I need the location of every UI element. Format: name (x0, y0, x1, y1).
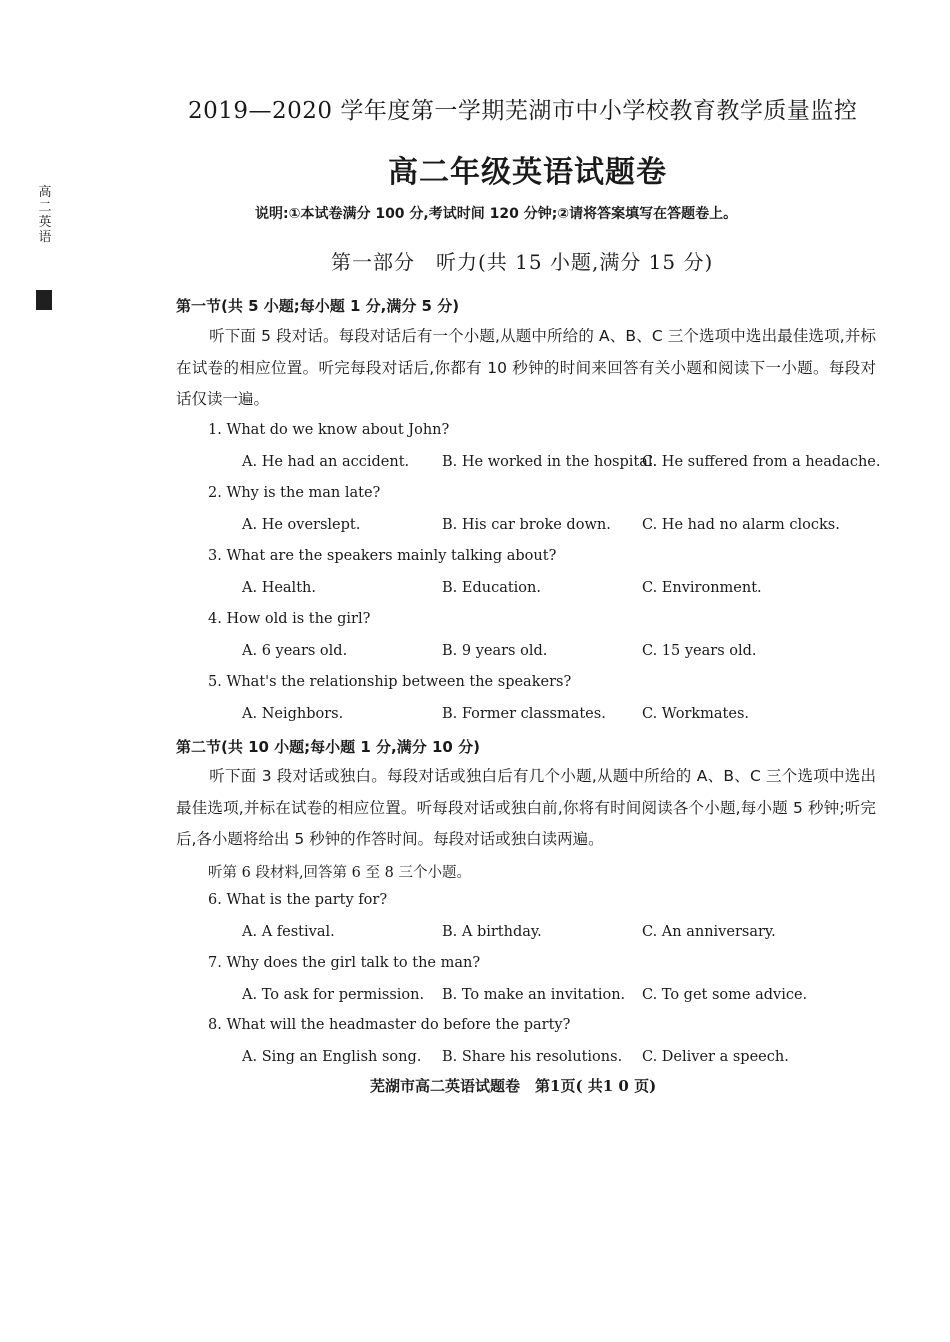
side-binding-label: 高 二 英 语 (38, 185, 52, 245)
q3-option-a: A. Health. (242, 580, 316, 596)
q8-option-b: B. Share his resolutions. (442, 1049, 623, 1065)
question-2: 2. Why is the man late? (208, 485, 381, 501)
q4-option-c: C. 15 years old. (642, 643, 757, 659)
part-one-title: 第一部分 听力(共 15 小题,满分 15 分) (331, 250, 714, 274)
question-4: 4. How old is the girl? (208, 611, 371, 627)
q4-option-a: A. 6 years old. (242, 643, 348, 659)
q2-option-c: C. He had no alarm clocks. (642, 517, 840, 533)
q8-option-a: A. Sing an English song. (242, 1049, 422, 1065)
q8-option-c: C. Deliver a speech. (642, 1049, 789, 1065)
exam-title: 高二年级英语试题卷 (388, 155, 667, 190)
exam-header: 2019—2020 学年度第一学期芜湖市中小学校教育教学质量监控 (188, 98, 858, 124)
q4-option-b: B. 9 years old. (442, 643, 548, 659)
q1-option-a: A. He had an accident. (242, 454, 410, 470)
exam-note: 说明:①本试卷满分 100 分,考试时间 120 分钟;②请将答案填写在答题卷上。 (255, 206, 738, 222)
question-8: 8. What will the headmaster do before the party? (208, 1017, 571, 1033)
q5-option-c: C. Workmates. (642, 706, 750, 722)
q6-option-b: B. A birthday. (442, 924, 542, 940)
question-1: 1. What do we know about John? (208, 422, 450, 438)
page-footer: 芜湖市高二英语试题卷 第1页( 共1 0 页) (370, 1077, 657, 1095)
question-3: 3. What are the speakers mainly talking about? (208, 548, 557, 564)
q6-option-a: A. A festival. (242, 924, 335, 940)
q3-option-c: C. Environment. (642, 580, 762, 596)
question-5: 5. What's the relationship between the speakers? (208, 674, 572, 690)
q7-option-c: C. To get some advice. (642, 987, 808, 1003)
q1-option-c: C. He suffered from a headache. (642, 454, 881, 470)
section-two-title: 第二节(共 10 小题;每小题 1 分,满分 10 分) (176, 738, 480, 756)
q2-option-a: A. He overslept. (242, 517, 361, 533)
q7-option-b: B. To make an invitation. (442, 987, 626, 1003)
q7-option-a: A. To ask for permission. (242, 987, 425, 1003)
q5-option-b: B. Former classmates. (442, 706, 606, 722)
binding-mark (36, 290, 52, 310)
q6-option-c: C. An anniversary. (642, 924, 776, 940)
q5-option-a: A. Neighbors. (242, 706, 344, 722)
section-one-directions-text: 听下面 5 段对话。每段对话后有一个小题,从题中所给的 A、B、C 三个选项中选出最佳选项,并标在试卷的相应位置。听完每段对话后,你都有 10 秒钟的时间来回答有关小题和阅读下一小题。每段对话仅读一遍。 (176, 327, 876, 408)
q1-option-b: B. He worked in the hospital. (442, 454, 658, 470)
section-two-directions-text: 听下面 3 段对话或独白。每段对话或独白后有几个小题,从题中所给的 A、B、C 三个选项中选出最佳选项,并标在试卷的相应位置。听每段对话或独白前,你将有时间阅读各个小题,每小题 5 秒钟;听完后,各小题将给出 5 秒钟的作答时间。每段对话或独白读两遍。 (176, 767, 876, 848)
question-7: 7. Why does the girl talk to the man? (208, 955, 481, 971)
section-two-directions (176, 761, 876, 856)
question-6: 6. What is the party for? (208, 892, 388, 908)
q3-option-b: B. Education. (442, 580, 541, 596)
section-one-title: 第一节(共 5 小题;每小题 1 分,满分 5 分) (176, 297, 460, 315)
q2-option-b: B. His car broke down. (442, 517, 611, 533)
material-instruction: 听第 6 段材料,回答第 6 至 8 三个小题。 (208, 865, 471, 881)
section-one-directions (176, 321, 876, 416)
